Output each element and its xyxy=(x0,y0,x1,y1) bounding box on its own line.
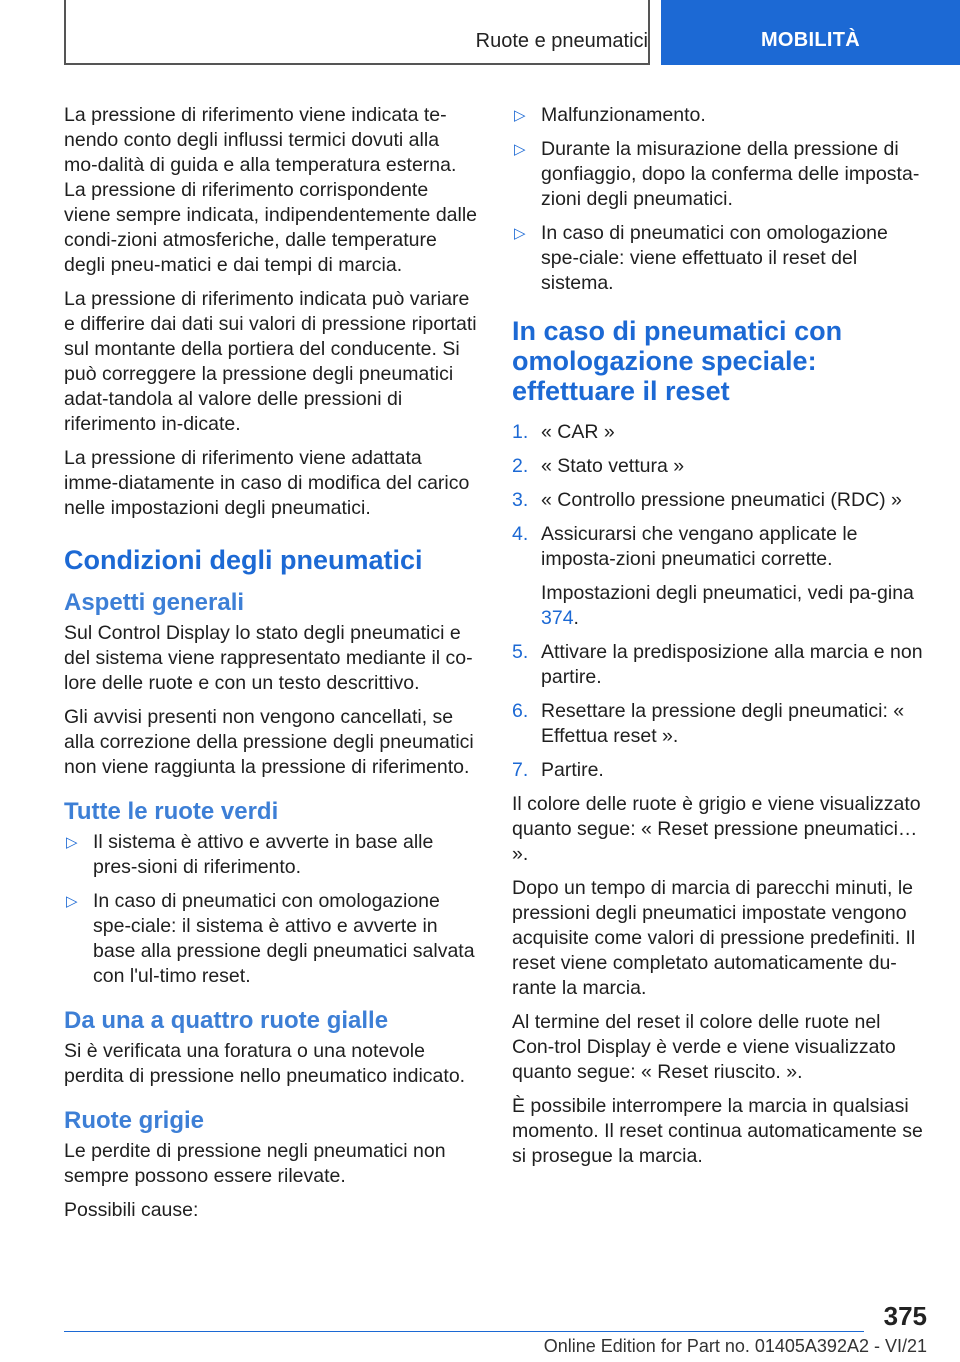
subsection-heading: Ruote grigie xyxy=(64,1107,205,1134)
step-number: 1. xyxy=(512,421,529,443)
list-item xyxy=(512,454,926,479)
page-link[interactable]: 374 xyxy=(541,607,574,629)
right-column xyxy=(512,103,926,1178)
paragraph: Gli avvisi presenti non vengono cancellati, se alla correzione della pressione degli pneumatici non viene raggiunta la pressione di riferimento. xyxy=(64,706,474,778)
list-item-text: Partire. xyxy=(541,759,604,781)
header-bottom-rule xyxy=(64,63,650,65)
list-item xyxy=(512,103,926,128)
cross-reference-end: . xyxy=(573,607,579,629)
paragraph: Sul Control Display lo stato degli pneumatici e del sistema viene rappresentato mediante il co-lore delle ruote e con un testo descrittivo. xyxy=(64,622,473,694)
subsection-heading: Da una a quattro ruote gialle xyxy=(64,1007,389,1034)
cross-reference xyxy=(541,581,926,631)
bullet-list xyxy=(512,103,926,296)
subsection-heading: Tutte le ruote verdi xyxy=(64,798,279,825)
list-item xyxy=(64,830,478,880)
list-item-text: Durante la misurazione della pressione di gonfiaggio, dopo la conferma delle imposta-zioni degli pneumatici. xyxy=(541,138,920,210)
triangle-bullet-icon: ▷ xyxy=(66,834,78,851)
list-item xyxy=(512,640,926,690)
paragraph: Al termine del reset il colore delle ruote nel Con-trol Display è verde e viene visualizzato quanto segue: « Reset riuscito. ». xyxy=(512,1011,896,1083)
list-item xyxy=(512,699,926,749)
paragraph: La pressione di riferimento viene indicata te-nendo conto degli influssi termici dovuti alla mo-dalità di guida e alla temperatura esterna. La pressione di riferimento corrispondente viene sempre indicata, indipendentemente dalle condi-zioni atmosferiche, dalle temperature degli pneu-matici e dai tempi di marcia. xyxy=(64,104,478,276)
list-item-text: In caso di pneumatici con omologazione spe-ciale: il sistema è attivo e avverte in base alla pressione degli pneumatici salvata con l'ul-timo reset. xyxy=(93,890,475,987)
triangle-bullet-icon: ▷ xyxy=(66,893,78,910)
list-item-text: Resettare la pressione degli pneumatici: « Effettua reset ». xyxy=(541,700,905,747)
list-item xyxy=(512,221,926,296)
list-item-text: « Stato vettura » xyxy=(541,455,685,477)
list-item-text: Il sistema è attivo e avverte in base alle pres-sioni di riferimento. xyxy=(93,831,434,878)
list-item-text: « Controllo pressione pneumatici (RDC) » xyxy=(541,489,902,511)
paragraph: Possibili cause: xyxy=(64,1199,199,1221)
list-item xyxy=(512,522,926,631)
list-item xyxy=(512,137,926,212)
bullet-list xyxy=(64,830,478,989)
header-section-title: Ruote e pneumatici xyxy=(475,30,648,52)
triangle-bullet-icon: ▷ xyxy=(514,107,526,124)
triangle-bullet-icon: ▷ xyxy=(514,225,526,242)
list-item xyxy=(512,488,926,513)
paragraph: Il colore delle ruote è grigio e viene visualizzato quanto segue: « Reset pressione pneumatici… ». xyxy=(512,793,921,865)
footer-rule xyxy=(64,1331,864,1332)
subsection-heading: Aspetti generali xyxy=(64,589,245,616)
list-item xyxy=(512,758,926,783)
footer-edition: Online Edition for Part no. 01405A392A2 - VI/21 xyxy=(543,1336,927,1356)
paragraph: Dopo un tempo di marcia di parecchi minuti, le pressioni degli pneumatici impostate vengono acquisite come valori di pressione predefiniti. Il reset viene completato automaticamente du-rante la marcia. xyxy=(512,877,916,999)
step-number: 2. xyxy=(512,455,529,477)
list-item xyxy=(64,889,478,989)
step-number: 6. xyxy=(512,700,529,722)
list-item-text: « CAR » xyxy=(541,421,615,443)
header-right-rule xyxy=(648,0,650,64)
cross-reference-text: Impostazioni degli pneumatici, vedi pa-gina xyxy=(541,582,914,604)
step-number: 3. xyxy=(512,489,529,511)
step-number: 7. xyxy=(512,759,529,781)
list-item-text: Assicurarsi che vengano applicate le imposta-zioni pneumatici corrette. xyxy=(541,523,858,570)
list-item-text: Attivare la predisposizione alla marcia e non partire. xyxy=(541,641,923,688)
paragraph: È possibile interrompere la marcia in qualsiasi momento. Il reset continua automaticamente se si prosegue la marcia. xyxy=(512,1095,923,1167)
step-number: 5. xyxy=(512,641,529,663)
section-heading: In caso di pneumatici con omologazione speciale: effettuare il reset xyxy=(512,316,843,406)
triangle-bullet-icon: ▷ xyxy=(514,141,526,158)
list-item-text: Malfunzionamento. xyxy=(541,104,706,126)
paragraph: La pressione di riferimento viene adattata imme-diatamente in caso di modifica del carico nelle impostazioni degli pneumatici. xyxy=(64,447,470,519)
paragraph: Si è verificata una foratura o una notevole perdita di pressione nello pneumatico indicato. xyxy=(64,1040,466,1087)
numbered-list xyxy=(512,420,926,783)
paragraph: La pressione di riferimento indicata può variare e differire dai dati sui valori di pressione riportati sul montante della portiera del conducente. Si può correggere la pressione degli pneumatici adat-tandola al valore delle pressioni di riferimento in-dicate. xyxy=(64,288,477,435)
left-column xyxy=(64,103,478,1232)
list-item-text: In caso di pneumatici con omologazione spe-ciale: viene effettuato il reset del sistema. xyxy=(541,222,888,294)
header-left-rule xyxy=(64,0,66,64)
step-number: 4. xyxy=(512,523,529,545)
section-heading: Condizioni degli pneumatici xyxy=(64,545,423,575)
list-item xyxy=(512,420,926,445)
paragraph: Le perdite di pressione negli pneumatici non sempre possono essere rilevate. xyxy=(64,1140,446,1187)
chapter-tab[interactable]: MOBILITÀ xyxy=(661,0,960,65)
page-number: 375 xyxy=(883,1301,927,1331)
